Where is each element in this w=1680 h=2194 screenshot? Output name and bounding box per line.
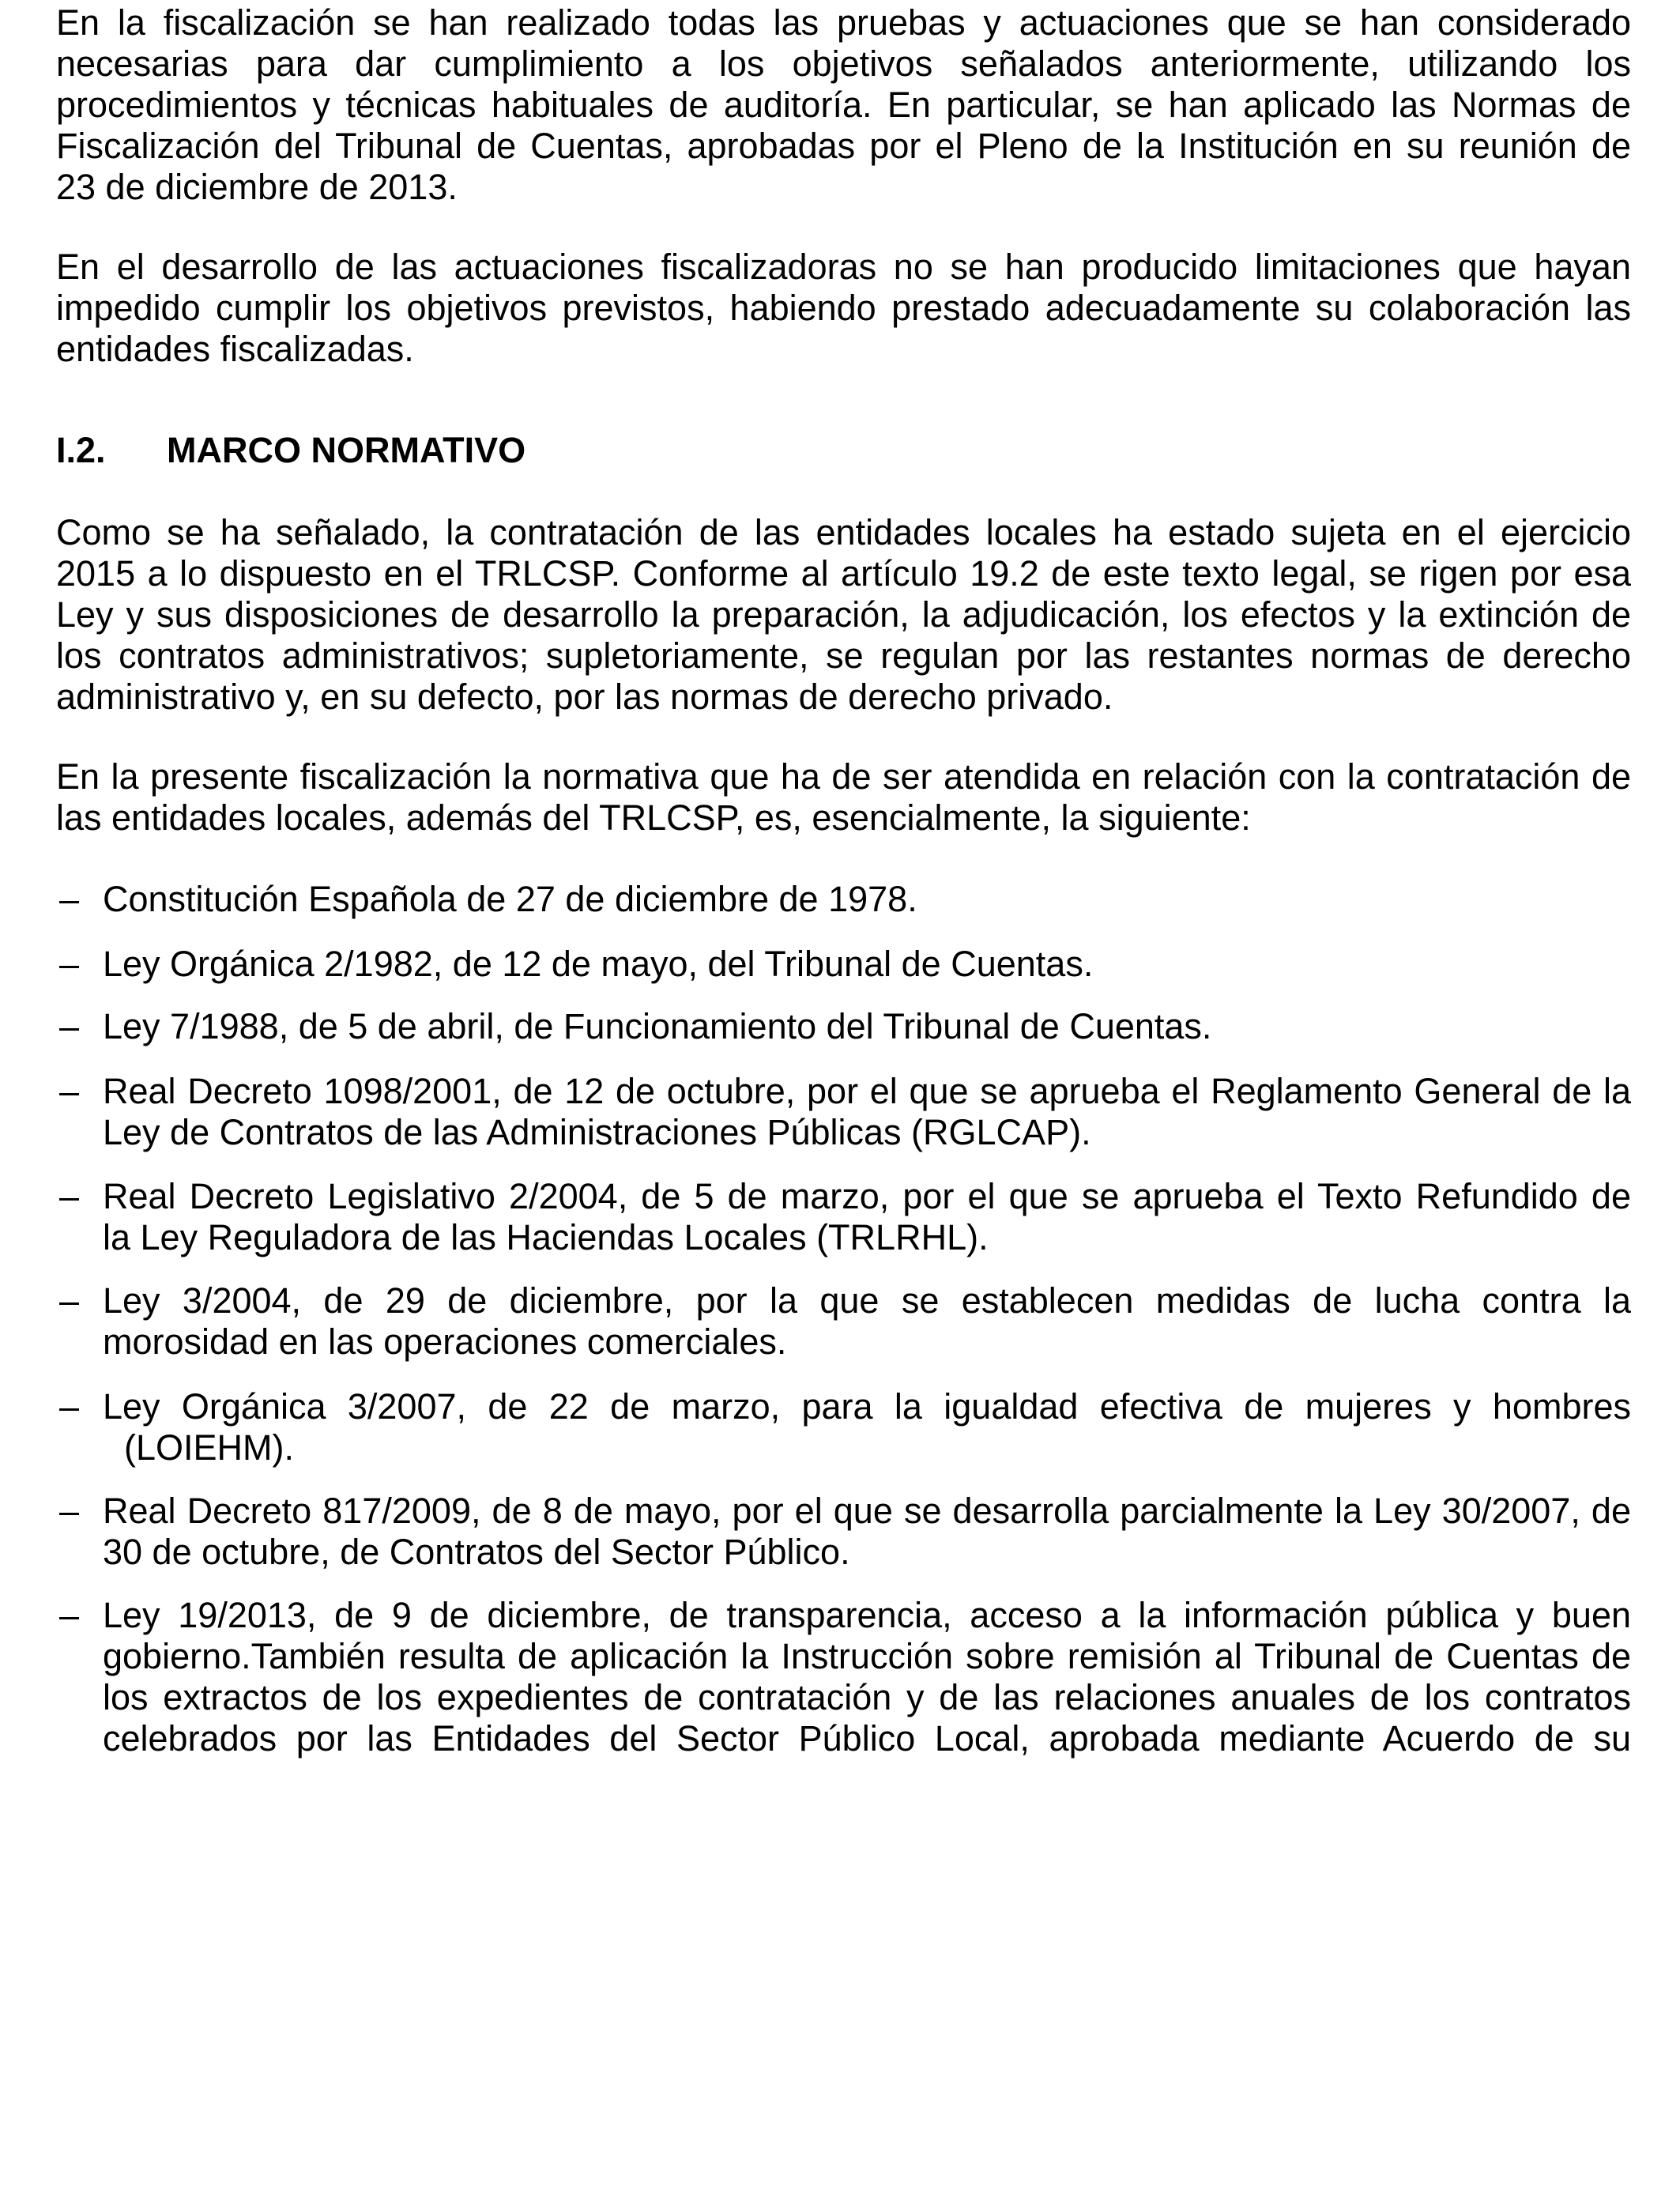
list-item-line: celebrados por las Entidades del Sector Público Local, aprobada mediante Acuerdo de su — [103, 1718, 1631, 1759]
paragraph-line: Como se ha señalado, la contratación de las entidades locales ha estado sujeta en el ejercicio — [56, 512, 1631, 552]
list-item-line: Ley 3/2004, de 29 de diciembre, por la que se establecen medidas de lucha contra la — [103, 1280, 1631, 1321]
list-bullet: – — [59, 1006, 80, 1046]
paragraph-line: En la presente fiscalización la normativa que ha de ser atendida en relación con la contratación de — [56, 756, 1631, 797]
paragraph-line: En el desarrollo de las actuaciones fiscalizadoras no se han producido limitaciones que hayan — [56, 247, 1631, 287]
intro-paragraph-1 — [56, 2, 1631, 208]
list-item-line: Real Decreto 817/2009, de 8 de mayo, por el que se desarrolla parcialmente la Ley 30/2007, de — [103, 1491, 1631, 1531]
paragraph-line: los contratos administrativos; supletoriamente, se regulan por las restantes normas de derecho — [56, 635, 1631, 676]
paragraph-line: necesarias para dar cumplimiento a los objetivos señalados anteriormente, utilizando los — [56, 43, 1631, 84]
list-item-line: Constitución Española de 27 de diciembre de 1978. — [103, 879, 917, 919]
paragraph-line: Ley y sus disposiciones de desarrollo la preparación, la adjudicación, los efectos y la extinción de — [56, 594, 1631, 635]
list-bullet: – — [59, 1071, 80, 1111]
list-item-line: Real Decreto Legislativo 2/2004, de 5 de marzo, por el que se aprueba el Texto Refundido de — [103, 1176, 1631, 1216]
list-bullet: – — [59, 1280, 80, 1321]
section-title: MARCO NORMATIVO — [167, 430, 526, 470]
list-item-line: gobierno.También resulta de aplicación la Instrucción sobre remisión al Tribunal de Cuentas de — [103, 1636, 1631, 1676]
intro-paragraph-2 — [56, 247, 1631, 370]
list-bullet: – — [59, 1386, 80, 1427]
list-item-line: Ley 19/2013, de 9 de diciembre, de transparencia, acceso a la información pública y buen — [103, 1595, 1631, 1635]
list-item-line: (LOIEHM). — [124, 1427, 295, 1468]
list-bullet: – — [59, 1491, 80, 1531]
list-item-line: morosidad en las operaciones comerciales. — [103, 1321, 787, 1362]
section-paragraph-1 — [56, 512, 1631, 718]
paragraph-line: 23 de diciembre de 2013. — [56, 167, 458, 207]
list-item-line: Ley Orgánica 2/1982, de 12 de mayo, del Tribunal de Cuentas. — [103, 944, 1094, 984]
paragraph-line: las entidades locales, además del TRLCSP, es, esencialmente, la siguiente: — [56, 797, 1251, 838]
list-item-line: Ley 7/1988, de 5 de abril, de Funcionamiento del Tribunal de Cuentas. — [103, 1006, 1212, 1046]
paragraph-line: entidades fiscalizadas. — [56, 329, 414, 369]
paragraph-line: 2015 a lo dispuesto en el TRLCSP. Conforme al artículo 19.2 de este texto legal, se rigen por esa — [56, 553, 1631, 594]
paragraph-line: procedimientos y técnicas habituales de auditoría. En particular, se han aplicado las Normas de — [56, 85, 1631, 125]
list-item-line: 30 de octubre, de Contratos del Sector Público. — [103, 1532, 850, 1572]
list-bullet: – — [59, 879, 80, 919]
list-item-line: los extractos de los expedientes de contratación y de las relaciones anuales de los contratos — [103, 1677, 1631, 1717]
section-paragraph-2 — [56, 756, 1631, 839]
list-bullet: – — [59, 1176, 80, 1216]
section-heading — [56, 430, 1631, 471]
list-item-line: Ley de Contratos de las Administraciones Públicas (RGLCAP). — [103, 1112, 1091, 1152]
paragraph-line: impedido cumplir los objetivos previstos, habiendo prestado adecuadamente su colaboración las — [56, 288, 1631, 328]
paragraph-line: En la fiscalización se han realizado todas las pruebas y actuaciones que se han considerado — [56, 2, 1631, 43]
section-number: I.2. — [56, 430, 106, 470]
list-item-line: Real Decreto 1098/2001, de 12 de octubre, por el que se aprueba el Reglamento General de la — [103, 1071, 1631, 1111]
list-item-line: Ley Orgánica 3/2007, de 22 de marzo, para la igualdad efectiva de mujeres y hombres — [103, 1386, 1631, 1427]
list-bullet: – — [59, 1595, 80, 1635]
paragraph-line: Fiscalización del Tribunal de Cuentas, aprobadas por el Pleno de la Institución en su reunión de — [56, 126, 1631, 166]
list-item-line: la Ley Reguladora de las Haciendas Locales (TRLRHL). — [103, 1217, 989, 1257]
list-bullet: – — [59, 944, 80, 984]
paragraph-line: administrativo y, en su defecto, por las normas de derecho privado. — [56, 677, 1113, 717]
